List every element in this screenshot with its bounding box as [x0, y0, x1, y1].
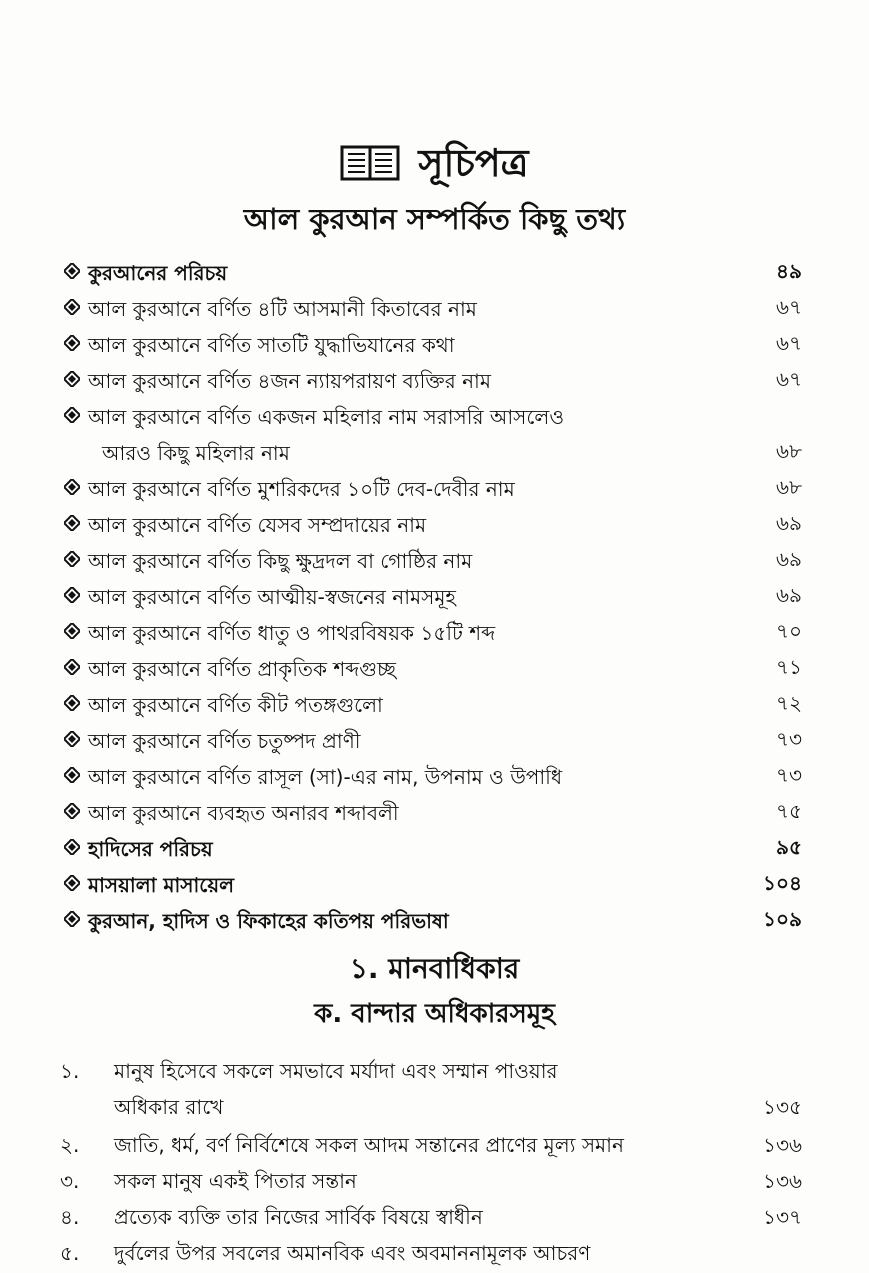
- page-title: সূচিপত্র: [418, 141, 529, 185]
- toc-item[interactable]: [64, 254, 802, 288]
- toc-item-label: মাসয়ালা মাসায়েল: [88, 872, 235, 897]
- toc-item-label: আল কুরআনে বর্ণিত প্রাকৃতিক শব্দগুচ্ছ: [88, 656, 396, 681]
- numbered-item[interactable]: [60, 1128, 802, 1162]
- toc-item-page-number: ৬৭: [775, 331, 802, 355]
- toc-item-page-number: ৭০: [775, 619, 802, 643]
- numbered-item[interactable]: [60, 1164, 802, 1198]
- numbered-item-label: দুর্বলের উপর সবলের অমানবিক এবং অবমাননামূলক আচরণ: [114, 1241, 591, 1265]
- diamond-bullet-icon: [64, 803, 80, 819]
- diamond-bullet-icon: [64, 623, 80, 639]
- toc-item-page-number: ৬৯: [776, 547, 802, 571]
- numbered-item-page-number: ১৩৬: [763, 1169, 802, 1193]
- toc-item-page-number: ৬৭: [775, 367, 802, 391]
- section-heading-human-rights: ১. মানবাধিকার: [349, 952, 520, 985]
- section-heading-quran: আল কুরআন সম্পর্কিত কিছু তথ্য: [243, 202, 626, 236]
- diamond-bullet-icon: [64, 731, 80, 747]
- numbered-item-page-number: ১৩৭: [763, 1205, 802, 1229]
- diamond-bullet-icon: [64, 479, 80, 495]
- diamond-bullet-icon: [64, 659, 80, 675]
- numbered-item-number: ২.: [60, 1133, 80, 1157]
- diamond-bullet-icon: [64, 839, 80, 855]
- numbered-item-label: সকল মানুষ একই পিতার সন্তান: [114, 1169, 357, 1193]
- toc-item[interactable]: [64, 326, 802, 360]
- numbered-item-number: ১.: [60, 1059, 80, 1083]
- toc-item-page-number: ১০৪: [763, 871, 802, 895]
- toc-item-page-number: ৭৩: [775, 763, 802, 787]
- diamond-bullet-icon: [64, 263, 80, 279]
- diamond-bullet-icon: [64, 875, 80, 891]
- toc-item[interactable]: [64, 542, 802, 576]
- diamond-bullet-icon: [64, 695, 80, 711]
- numbered-item-number: ৩.: [60, 1169, 80, 1193]
- toc-item-label: আল কুরআনে বর্ণিত আত্মীয়-স্বজনের নামসমূহ: [88, 584, 456, 609]
- toc-item-label: কুরআন, হাদিস ও ফিকাহের কতিপয় পরিভাষা: [88, 908, 449, 933]
- numbered-item-number: ৫.: [60, 1241, 80, 1265]
- numbered-item-page-number: ১৩৫: [763, 1095, 802, 1119]
- toc-item[interactable]: [64, 470, 802, 504]
- toc-item-page-number: ৬৮: [776, 475, 802, 499]
- page-title-row: [0, 136, 869, 190]
- toc-item-page-number: ৬৮: [776, 439, 802, 463]
- numbered-item-label: জাতি, ধর্ম, বর্ণ নির্বিশেষে সকল আদম সন্তানের প্রাণের মূল্য সমান: [114, 1133, 624, 1157]
- toc-item[interactable]: [102, 434, 802, 468]
- toc-item-page-number: ৭৩: [775, 727, 802, 751]
- toc-item-label: আল কুরআনে বর্ণিত কীট পতঙ্গগুলো: [88, 692, 383, 717]
- toc-item-label: আল কুরআনে বর্ণিত কিছু ক্ষুদ্রদল বা গোষ্ঠির নাম: [88, 548, 473, 573]
- toc-item-page-number: ৬৯: [776, 511, 802, 535]
- toc-item[interactable]: [64, 506, 802, 540]
- toc-item-label: আল কুরআনে ব্যবহৃত অনারব শব্দাবলী: [88, 800, 399, 825]
- toc-item-page-number: ৭৫: [776, 799, 802, 823]
- toc-item[interactable]: [64, 722, 802, 756]
- toc-item-label: আল কুরআনে বর্ণিত সাতটি যুদ্ধাভিযানের কথা: [88, 332, 455, 357]
- toc-item-label: আল কুরআনে বর্ণিত একজন মহিলার নাম সরাসরি আসলেও: [88, 404, 565, 429]
- toc-item-label: কুরআনের পরিচয়: [88, 260, 228, 285]
- toc-item[interactable]: [64, 578, 802, 612]
- diamond-bullet-icon: [64, 299, 80, 315]
- toc-item[interactable]: [64, 290, 802, 324]
- toc-item-page-number: ৬৭: [775, 295, 802, 319]
- diamond-bullet-icon: [64, 911, 80, 927]
- toc-item-page-number: ৭২: [775, 691, 802, 715]
- numbered-item[interactable]: [60, 1054, 802, 1088]
- toc-item-label: আল কুরআনে বর্ণিত মুশরিকদের ১০টি দেব-দেবীর নাম: [88, 476, 515, 501]
- numbered-item-label: মানুষ হিসেবে সকলে সমভাবে মর্যাদা এবং সম্মান পাওয়ার: [114, 1059, 558, 1083]
- toc-item-label: হাদিসের পরিচয়: [88, 836, 213, 861]
- diamond-bullet-icon: [64, 767, 80, 783]
- toc-item-page-number: ৭১: [776, 655, 802, 679]
- numbered-item[interactable]: [60, 1090, 802, 1124]
- toc-item-page-number: ৬৯: [776, 583, 802, 607]
- numbered-item[interactable]: [60, 1236, 802, 1270]
- toc-item-page-number: ৪৯: [776, 259, 802, 283]
- numbered-item-label: প্রত্যেক ব্যক্তি তার নিজের সার্বিক বিষয়ে স্বাধীন: [114, 1205, 483, 1229]
- toc-item-page-number: ৯৫: [776, 835, 802, 859]
- subsection-heading-servant-rights: ক. বান্দার অধিকারসমূহ: [314, 999, 555, 1029]
- toc-item-label: আল কুরআনে বর্ণিত রাসূল (সা)-এর নাম, উপনাম ও উপাধি: [88, 764, 563, 789]
- open-book-icon: [340, 145, 400, 181]
- toc-item-label: আল কুরআনে বর্ণিত ধাতু ও পাথরবিষয়ক ১৫টি শব্দ: [88, 620, 496, 645]
- diamond-bullet-icon: [64, 551, 80, 567]
- numbered-item[interactable]: [60, 1200, 802, 1234]
- numbered-item-number: ৪.: [60, 1205, 80, 1229]
- numbered-item-label: অধিকার রাখে: [114, 1095, 224, 1119]
- numbered-item-page-number: ১৩৬: [763, 1133, 802, 1157]
- toc-item-page-number: ১০৯: [763, 907, 802, 931]
- toc-item-label: আল কুরআনে বর্ণিত যেসব সম্প্রদায়ের নাম: [88, 512, 427, 537]
- toc-item[interactable]: [64, 398, 802, 432]
- toc-item[interactable]: [64, 902, 802, 936]
- diamond-bullet-icon: [64, 371, 80, 387]
- toc-item-label: আরও কিছু মহিলার নাম: [102, 440, 290, 465]
- toc-item[interactable]: [64, 686, 802, 720]
- toc-item[interactable]: [64, 794, 802, 828]
- diamond-bullet-icon: [64, 515, 80, 531]
- toc-item-label: আল কুরআনে বর্ণিত চতুষ্পদ প্রাণী: [88, 728, 361, 753]
- toc-item[interactable]: [64, 866, 802, 900]
- diamond-bullet-icon: [64, 407, 80, 423]
- toc-item[interactable]: [64, 830, 802, 864]
- toc-item[interactable]: [64, 362, 802, 396]
- toc-item[interactable]: [64, 614, 802, 648]
- diamond-bullet-icon: [64, 587, 80, 603]
- toc-item-label: আল কুরআনে বর্ণিত ৪টি আসমানী কিতাবের নাম: [88, 296, 477, 321]
- toc-item[interactable]: [64, 650, 802, 684]
- toc-item-label: আল কুরআনে বর্ণিত ৪জন ন্যায়পরায়ণ ব্যক্তির নাম: [88, 368, 491, 393]
- toc-item[interactable]: [64, 758, 802, 792]
- diamond-bullet-icon: [64, 335, 80, 351]
